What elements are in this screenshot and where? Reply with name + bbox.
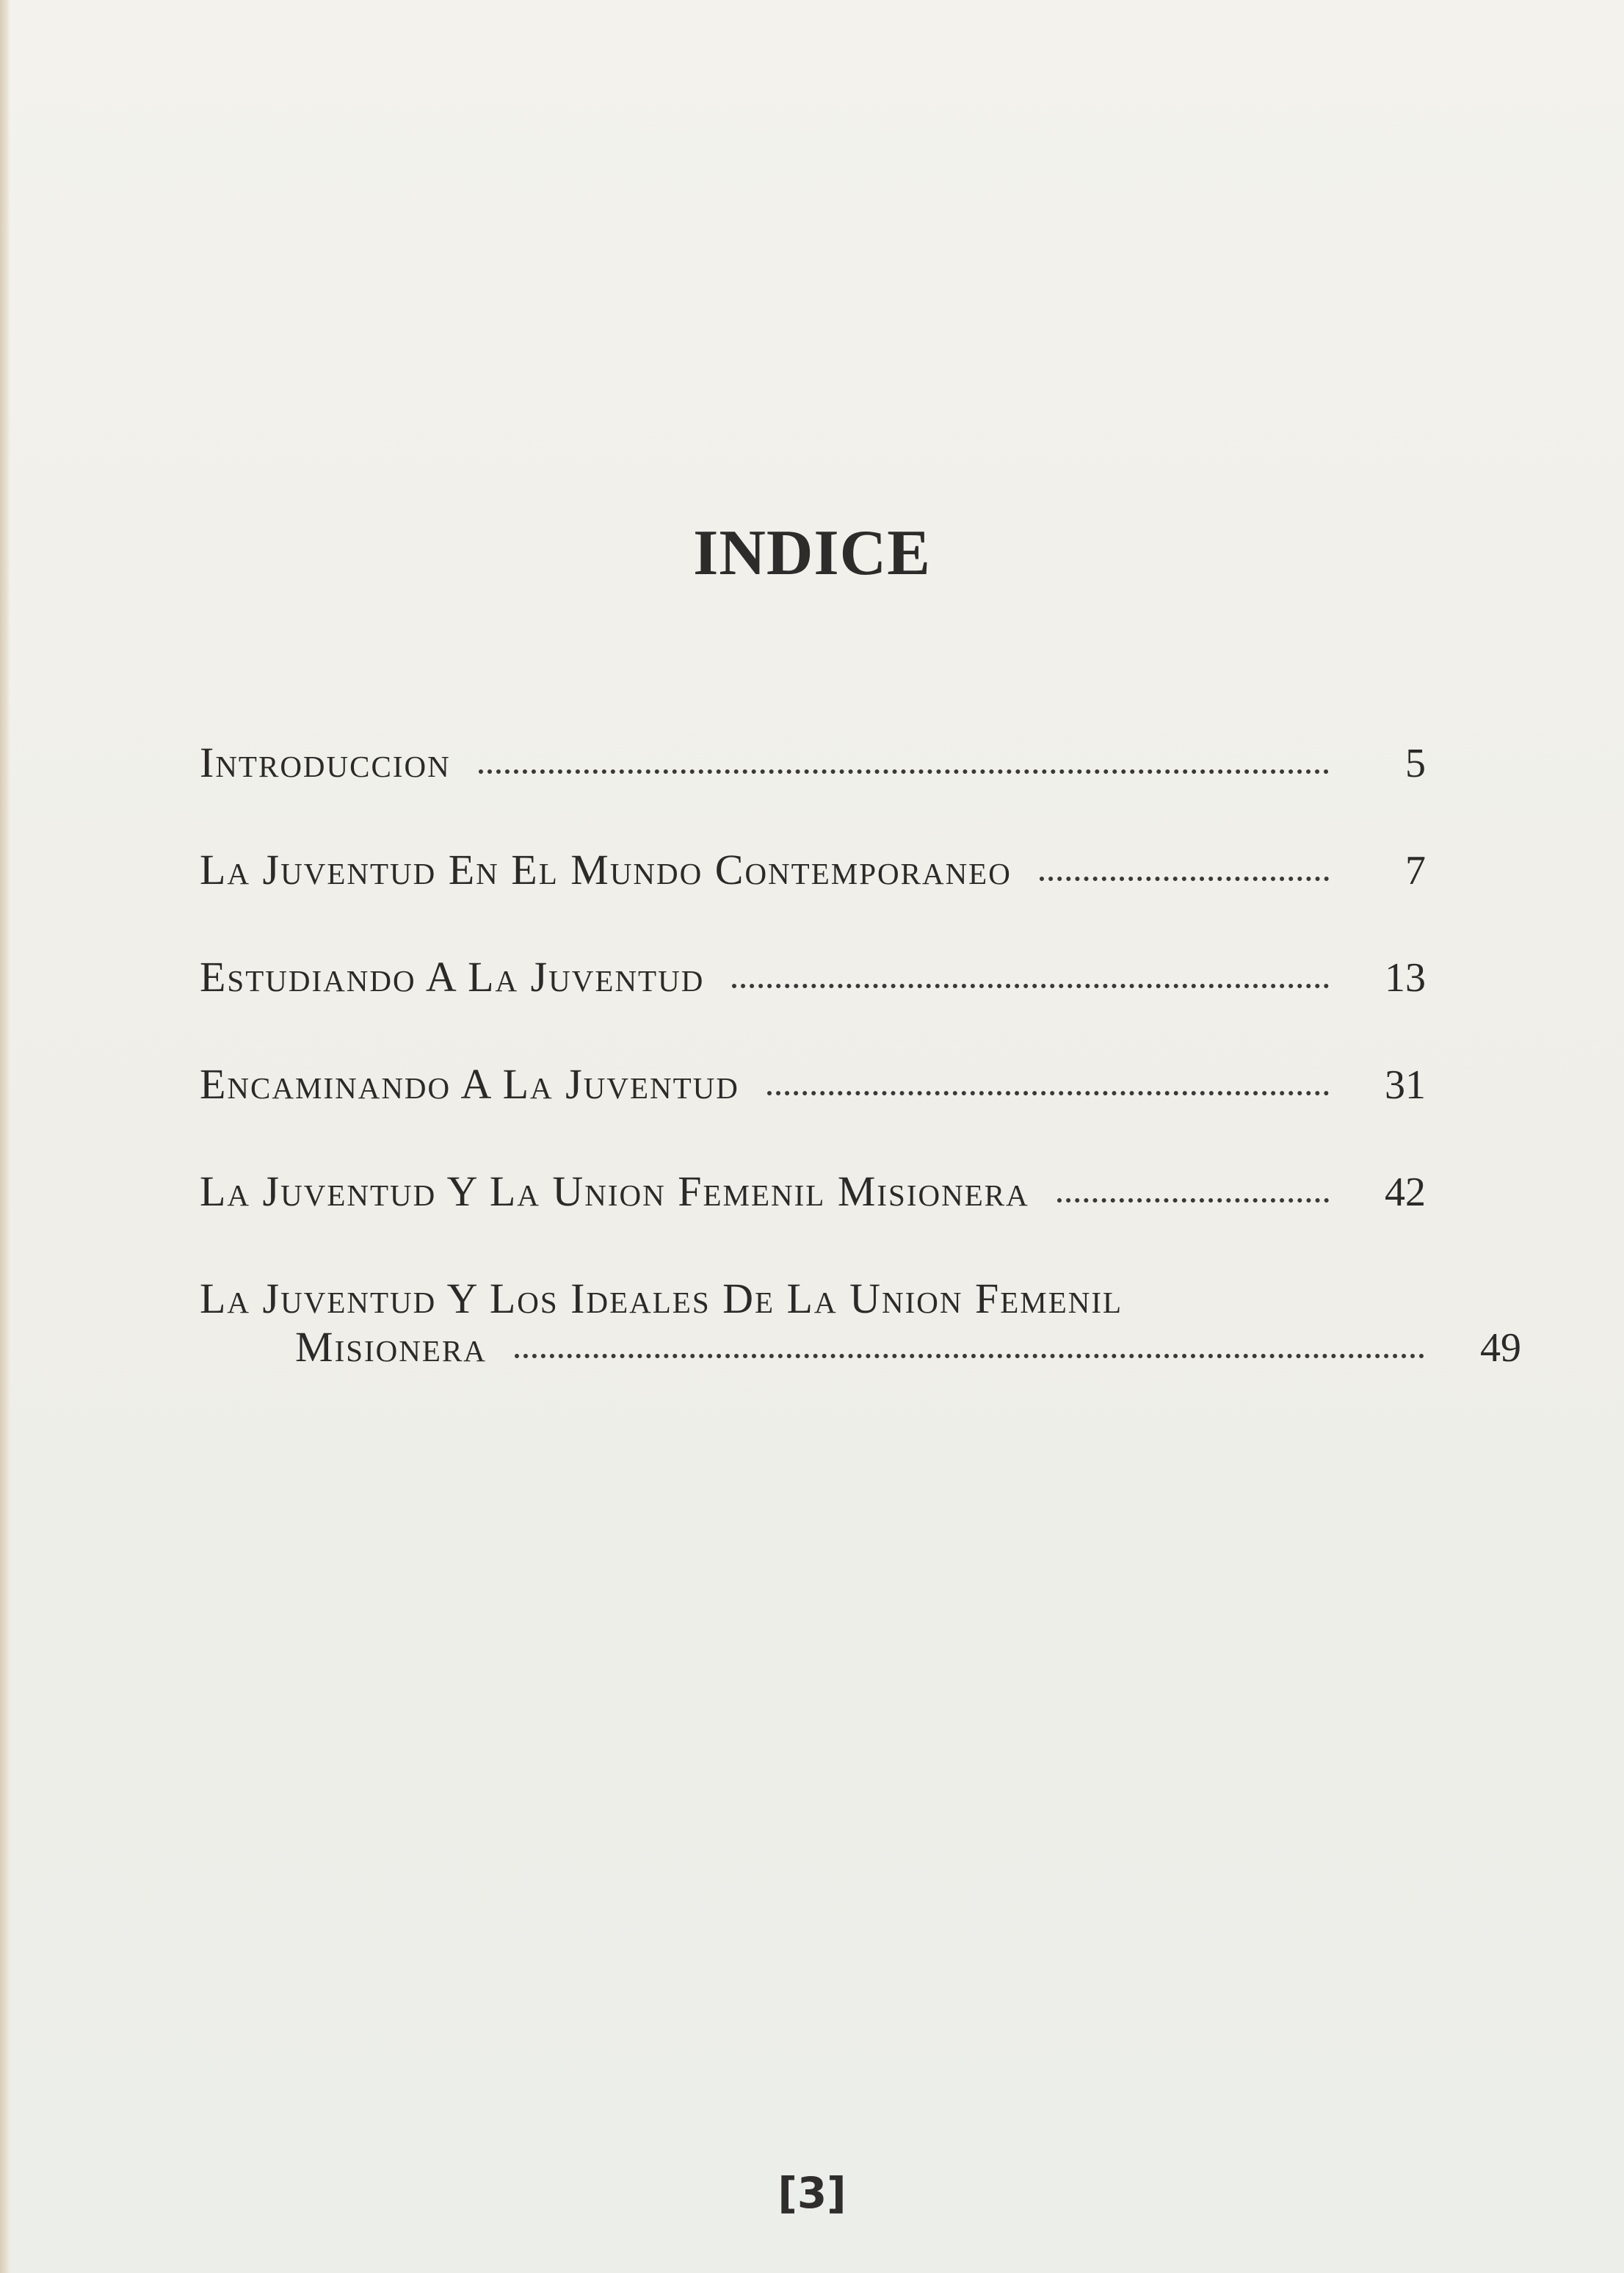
toc-entry-title: La Juventud En El Mundo Contemporaneo — [200, 846, 1012, 893]
toc-entry — [200, 1167, 1426, 1229]
toc-entry-title-line2: Misionera — [295, 1323, 487, 1371]
dot-leader — [515, 1354, 1424, 1358]
toc-entry — [200, 1275, 1521, 1395]
toc-entry — [200, 1060, 1426, 1122]
toc-entry — [200, 953, 1426, 1015]
toc-entry-page: 31 — [1385, 1062, 1426, 1108]
dot-leader — [1040, 877, 1329, 881]
page-number: [3] — [777, 2168, 847, 2218]
toc-entry — [200, 739, 1426, 800]
toc-entry-title: Estudiando A La Juventud — [200, 953, 705, 1001]
toc-entry-title: La Juventud Y La Union Femenil Misionera — [200, 1167, 1029, 1215]
toc-entry-page: 13 — [1385, 955, 1426, 1001]
dot-leader — [767, 1091, 1329, 1095]
dot-leader — [479, 769, 1329, 774]
toc-entry-title-line1: La Juventud Y Los Ideales De La Union Femenil — [200, 1275, 1123, 1322]
page-title: INDICE — [693, 518, 931, 589]
toc-entry-page: 7 — [1405, 848, 1426, 893]
toc-entry-title: Introduccion — [200, 739, 451, 786]
toc-entry — [200, 846, 1426, 907]
dot-leader — [1057, 1198, 1329, 1203]
toc-entry-page: 5 — [1405, 741, 1426, 786]
dot-leader — [732, 984, 1329, 988]
toc-entry-page: 49 — [1480, 1325, 1521, 1371]
page-spine-edge — [0, 0, 10, 2273]
toc-entry-title: Encaminando A La Juventud — [200, 1060, 739, 1108]
toc-entry-page: 42 — [1385, 1170, 1426, 1215]
